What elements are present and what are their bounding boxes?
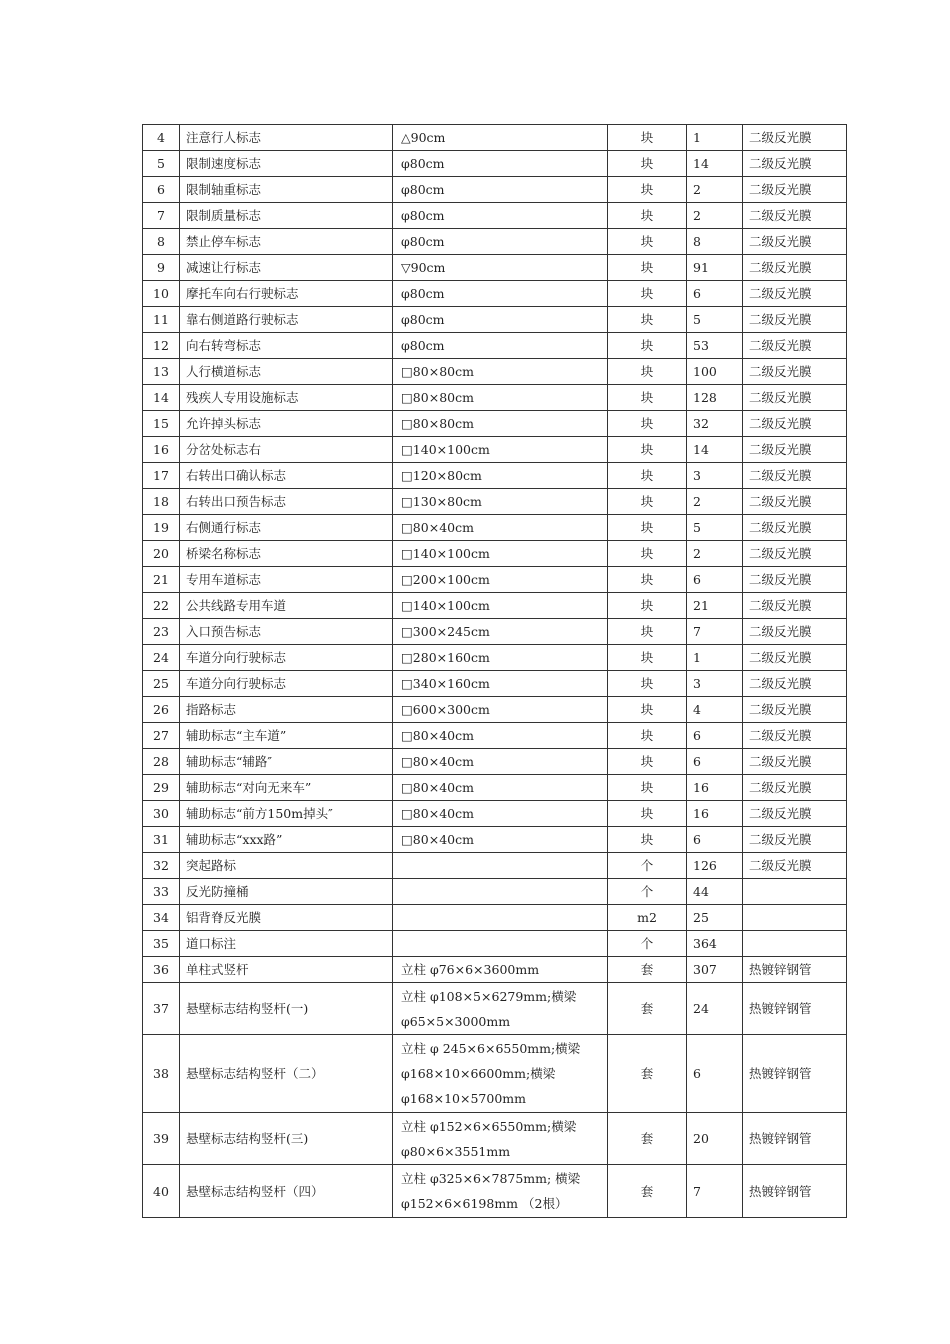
cell-quantity: 100 (687, 359, 743, 385)
cell-quantity: 128 (687, 385, 743, 411)
cell-unit: 个 (608, 853, 687, 879)
cell-quantity: 3 (687, 463, 743, 489)
table-row (143, 437, 847, 463)
cell-quantity: 307 (687, 957, 743, 983)
table-row (143, 333, 847, 359)
cell-item-name: 指路标志 (180, 697, 393, 723)
cell-material (743, 879, 847, 905)
cell-item-name: 摩托车向右行驶标志 (180, 281, 393, 307)
cell-number: 16 (143, 437, 180, 463)
cell-spec: □80×40cm (393, 827, 608, 853)
cell-number: 28 (143, 749, 180, 775)
cell-unit: 块 (608, 515, 687, 541)
table-row (143, 983, 847, 1035)
cell-spec: ▽90cm (393, 255, 608, 281)
cell-spec: φ80cm (393, 281, 608, 307)
cell-item-name: 铝背脊反光膜 (180, 905, 393, 931)
cell-unit: 块 (608, 437, 687, 463)
cell-item-name: 右转出口确认标志 (180, 463, 393, 489)
cell-quantity: 5 (687, 307, 743, 333)
cell-material: 热镀锌钢管 (743, 1165, 847, 1218)
cell-quantity: 7 (687, 1165, 743, 1218)
cell-item-name: 右侧通行标志 (180, 515, 393, 541)
cell-item-name: 悬壁标志结构竖杆（四） (180, 1165, 393, 1218)
cell-material (743, 931, 847, 957)
table-row (143, 359, 847, 385)
cell-material: 二级反光膜 (743, 125, 847, 151)
cell-spec: φ80cm (393, 203, 608, 229)
cell-quantity: 4 (687, 697, 743, 723)
cell-quantity: 25 (687, 905, 743, 931)
cell-number: 18 (143, 489, 180, 515)
cell-spec: □80×40cm (393, 801, 608, 827)
cell-item-name: 限制轴重标志 (180, 177, 393, 203)
cell-number: 9 (143, 255, 180, 281)
cell-spec: □80×80cm (393, 359, 608, 385)
cell-quantity: 6 (687, 281, 743, 307)
cell-spec: 立柱 φ 245×6×6550mm;横梁 φ168×10×6600mm;横梁 φ168×10×5700mm (393, 1035, 608, 1113)
cell-unit: 块 (608, 671, 687, 697)
cell-material: 二级反光膜 (743, 827, 847, 853)
cell-spec: □130×80cm (393, 489, 608, 515)
cell-quantity: 126 (687, 853, 743, 879)
cell-number: 21 (143, 567, 180, 593)
cell-quantity: 3 (687, 671, 743, 697)
cell-quantity: 24 (687, 983, 743, 1035)
cell-unit: 块 (608, 645, 687, 671)
cell-item-name: 公共线路专用车道 (180, 593, 393, 619)
cell-item-name: 反光防撞桶 (180, 879, 393, 905)
cell-quantity: 8 (687, 229, 743, 255)
cell-unit: 个 (608, 879, 687, 905)
cell-material: 二级反光膜 (743, 723, 847, 749)
cell-quantity: 1 (687, 645, 743, 671)
cell-item-name: 道口标注 (180, 931, 393, 957)
cell-unit: 块 (608, 567, 687, 593)
cell-item-name: 悬壁标志结构竖杆(三) (180, 1113, 393, 1165)
cell-material: 二级反光膜 (743, 749, 847, 775)
cell-quantity: 6 (687, 1035, 743, 1113)
cell-material: 二级反光膜 (743, 645, 847, 671)
cell-quantity: 91 (687, 255, 743, 281)
cell-material: 热镀锌钢管 (743, 983, 847, 1035)
cell-number: 31 (143, 827, 180, 853)
cell-number: 12 (143, 333, 180, 359)
cell-spec (393, 905, 608, 931)
table-row (143, 957, 847, 983)
table-row (143, 775, 847, 801)
cell-number: 22 (143, 593, 180, 619)
table-row (143, 749, 847, 775)
cell-spec: 立柱 φ152×6×6550mm;横梁 φ80×6×3551mm (393, 1113, 608, 1165)
cell-unit: 块 (608, 229, 687, 255)
cell-unit: 块 (608, 593, 687, 619)
table-row (143, 125, 847, 151)
cell-item-name: 悬壁标志结构竖杆(一) (180, 983, 393, 1035)
cell-spec: 立柱 φ325×6×7875mm; 横梁 φ152×6×6198mm （2根） (393, 1165, 608, 1218)
cell-quantity: 2 (687, 541, 743, 567)
table-row (143, 385, 847, 411)
cell-unit: 块 (608, 411, 687, 437)
cell-item-name: 辅助标志“xxx路” (180, 827, 393, 853)
cell-spec: φ80cm (393, 229, 608, 255)
cell-number: 13 (143, 359, 180, 385)
cell-material: 二级反光膜 (743, 853, 847, 879)
cell-unit: 块 (608, 177, 687, 203)
cell-spec (393, 853, 608, 879)
cell-unit: 块 (608, 775, 687, 801)
cell-number: 35 (143, 931, 180, 957)
cell-quantity: 14 (687, 437, 743, 463)
table-row (143, 801, 847, 827)
cell-spec: □80×40cm (393, 723, 608, 749)
cell-item-name: 专用车道标志 (180, 567, 393, 593)
cell-unit: 块 (608, 489, 687, 515)
cell-quantity: 16 (687, 801, 743, 827)
cell-quantity: 32 (687, 411, 743, 437)
cell-quantity: 16 (687, 775, 743, 801)
cell-material: 二级反光膜 (743, 333, 847, 359)
cell-number: 14 (143, 385, 180, 411)
table-row (143, 931, 847, 957)
cell-number: 6 (143, 177, 180, 203)
cell-material: 二级反光膜 (743, 515, 847, 541)
table-row (143, 905, 847, 931)
cell-material: 二级反光膜 (743, 203, 847, 229)
cell-spec: □80×80cm (393, 411, 608, 437)
cell-spec: 立柱 φ108×5×6279mm;横梁 φ65×5×3000mm (393, 983, 608, 1035)
cell-material: 热镀锌钢管 (743, 957, 847, 983)
cell-spec: □80×80cm (393, 385, 608, 411)
cell-material: 二级反光膜 (743, 801, 847, 827)
cell-material: 二级反光膜 (743, 437, 847, 463)
table-row (143, 307, 847, 333)
cell-material: 二级反光膜 (743, 177, 847, 203)
cell-unit: 套 (608, 1113, 687, 1165)
table-row (143, 671, 847, 697)
cell-item-name: 人行横道标志 (180, 359, 393, 385)
cell-unit: 块 (608, 749, 687, 775)
cell-unit: 个 (608, 931, 687, 957)
cell-number: 11 (143, 307, 180, 333)
cell-number: 32 (143, 853, 180, 879)
cell-spec: φ80cm (393, 151, 608, 177)
cell-material: 二级反光膜 (743, 151, 847, 177)
cell-spec: □80×40cm (393, 515, 608, 541)
cell-spec: □280×160cm (393, 645, 608, 671)
cell-spec: □340×160cm (393, 671, 608, 697)
table-row (143, 1165, 847, 1218)
cell-number: 7 (143, 203, 180, 229)
cell-number: 20 (143, 541, 180, 567)
cell-item-name: 限制速度标志 (180, 151, 393, 177)
cell-quantity: 5 (687, 515, 743, 541)
cell-quantity: 2 (687, 489, 743, 515)
cell-unit: 块 (608, 255, 687, 281)
cell-unit: 块 (608, 203, 687, 229)
cell-number: 8 (143, 229, 180, 255)
cell-spec: □600×300cm (393, 697, 608, 723)
cell-unit: m2 (608, 905, 687, 931)
cell-number: 15 (143, 411, 180, 437)
cell-item-name: 辅助标志“对向无来车” (180, 775, 393, 801)
cell-number: 34 (143, 905, 180, 931)
cell-material: 二级反光膜 (743, 463, 847, 489)
table-body (143, 125, 847, 1218)
cell-number: 39 (143, 1113, 180, 1165)
cell-item-name: 入口预告标志 (180, 619, 393, 645)
cell-item-name: 车道分向行驶标志 (180, 671, 393, 697)
cell-spec: △90cm (393, 125, 608, 151)
cell-number: 33 (143, 879, 180, 905)
cell-unit: 块 (608, 125, 687, 151)
cell-item-name: 限制质量标志 (180, 203, 393, 229)
table-row (143, 203, 847, 229)
cell-spec (393, 931, 608, 957)
table-row (143, 281, 847, 307)
table-row (143, 541, 847, 567)
cell-number: 23 (143, 619, 180, 645)
table-row (143, 593, 847, 619)
cell-number: 10 (143, 281, 180, 307)
table-row (143, 515, 847, 541)
cell-unit: 块 (608, 359, 687, 385)
cell-unit: 套 (608, 1035, 687, 1113)
cell-quantity: 6 (687, 827, 743, 853)
cell-item-name: 靠右侧道路行驶标志 (180, 307, 393, 333)
cell-spec: □120×80cm (393, 463, 608, 489)
cell-material: 二级反光膜 (743, 307, 847, 333)
cell-unit: 套 (608, 1165, 687, 1218)
cell-unit: 套 (608, 983, 687, 1035)
cell-quantity: 6 (687, 723, 743, 749)
cell-quantity: 7 (687, 619, 743, 645)
table-row (143, 151, 847, 177)
cell-number: 30 (143, 801, 180, 827)
cell-item-name: 车道分向行驶标志 (180, 645, 393, 671)
cell-item-name: 辅助标志“主车道” (180, 723, 393, 749)
cell-material: 二级反光膜 (743, 359, 847, 385)
cell-unit: 块 (608, 333, 687, 359)
cell-spec (393, 879, 608, 905)
cell-item-name: 残疾人专用设施标志 (180, 385, 393, 411)
table-row (143, 1113, 847, 1165)
cell-quantity: 6 (687, 749, 743, 775)
cell-material: 二级反光膜 (743, 697, 847, 723)
cell-quantity: 2 (687, 177, 743, 203)
table-row (143, 229, 847, 255)
cell-quantity: 2 (687, 203, 743, 229)
cell-material (743, 905, 847, 931)
table-row (143, 255, 847, 281)
cell-quantity: 1 (687, 125, 743, 151)
cell-spec: □80×40cm (393, 775, 608, 801)
cell-item-name: 分岔处标志右 (180, 437, 393, 463)
table-row (143, 879, 847, 905)
cell-material: 二级反光膜 (743, 229, 847, 255)
cell-spec: φ80cm (393, 307, 608, 333)
cell-item-name: 允许掉头标志 (180, 411, 393, 437)
cell-number: 37 (143, 983, 180, 1035)
cell-item-name: 向右转弯标志 (180, 333, 393, 359)
cell-material: 二级反光膜 (743, 255, 847, 281)
cell-quantity: 14 (687, 151, 743, 177)
table-row (143, 177, 847, 203)
cell-unit: 块 (608, 541, 687, 567)
table-row (143, 827, 847, 853)
cell-number: 29 (143, 775, 180, 801)
cell-unit: 块 (608, 723, 687, 749)
cell-item-name: 突起路标 (180, 853, 393, 879)
cell-material: 二级反光膜 (743, 281, 847, 307)
table-row (143, 411, 847, 437)
cell-quantity: 44 (687, 879, 743, 905)
cell-item-name: 悬壁标志结构竖杆（二） (180, 1035, 393, 1113)
cell-spec: □80×40cm (393, 749, 608, 775)
cell-quantity: 53 (687, 333, 743, 359)
cell-unit: 块 (608, 385, 687, 411)
cell-number: 40 (143, 1165, 180, 1218)
materials-table (142, 124, 847, 1218)
cell-spec: □140×100cm (393, 593, 608, 619)
cell-unit: 块 (608, 619, 687, 645)
cell-material: 二级反光膜 (743, 619, 847, 645)
table-row (143, 697, 847, 723)
cell-unit: 块 (608, 697, 687, 723)
cell-item-name: 桥梁名称标志 (180, 541, 393, 567)
cell-item-name: 辅助标志“辅路″ (180, 749, 393, 775)
cell-spec: φ80cm (393, 333, 608, 359)
cell-item-name: 减速让行标志 (180, 255, 393, 281)
cell-number: 38 (143, 1035, 180, 1113)
table-row (143, 489, 847, 515)
cell-item-name: 单柱式竖杆 (180, 957, 393, 983)
cell-material: 二级反光膜 (743, 567, 847, 593)
cell-number: 25 (143, 671, 180, 697)
cell-quantity: 6 (687, 567, 743, 593)
cell-unit: 套 (608, 957, 687, 983)
cell-item-name: 右转出口预告标志 (180, 489, 393, 515)
cell-quantity: 21 (687, 593, 743, 619)
table-row (143, 645, 847, 671)
cell-material: 热镀锌钢管 (743, 1113, 847, 1165)
table-row (143, 463, 847, 489)
cell-material: 热镀锌钢管 (743, 1035, 847, 1113)
cell-spec: □140×100cm (393, 437, 608, 463)
cell-unit: 块 (608, 307, 687, 333)
cell-number: 26 (143, 697, 180, 723)
cell-number: 5 (143, 151, 180, 177)
table-row (143, 723, 847, 749)
cell-number: 36 (143, 957, 180, 983)
cell-item-name: 禁止停车标志 (180, 229, 393, 255)
cell-unit: 块 (608, 801, 687, 827)
cell-material: 二级反光膜 (743, 489, 847, 515)
cell-item-name: 辅助标志“前方150m掉头″ (180, 801, 393, 827)
cell-spec: □300×245cm (393, 619, 608, 645)
cell-item-name: 注意行人标志 (180, 125, 393, 151)
cell-material: 二级反光膜 (743, 775, 847, 801)
table-row (143, 567, 847, 593)
cell-unit: 块 (608, 463, 687, 489)
cell-material: 二级反光膜 (743, 411, 847, 437)
cell-quantity: 20 (687, 1113, 743, 1165)
table-row (143, 853, 847, 879)
cell-spec: φ80cm (393, 177, 608, 203)
cell-number: 19 (143, 515, 180, 541)
cell-number: 24 (143, 645, 180, 671)
cell-spec: □200×100cm (393, 567, 608, 593)
cell-unit: 块 (608, 281, 687, 307)
cell-number: 4 (143, 125, 180, 151)
cell-material: 二级反光膜 (743, 541, 847, 567)
table-row (143, 1035, 847, 1113)
cell-material: 二级反光膜 (743, 385, 847, 411)
table-row (143, 619, 847, 645)
cell-material: 二级反光膜 (743, 671, 847, 697)
cell-number: 27 (143, 723, 180, 749)
cell-quantity: 364 (687, 931, 743, 957)
cell-unit: 块 (608, 151, 687, 177)
cell-spec: 立柱 φ76×6×3600mm (393, 957, 608, 983)
cell-material: 二级反光膜 (743, 593, 847, 619)
cell-unit: 块 (608, 827, 687, 853)
cell-spec: □140×100cm (393, 541, 608, 567)
cell-number: 17 (143, 463, 180, 489)
